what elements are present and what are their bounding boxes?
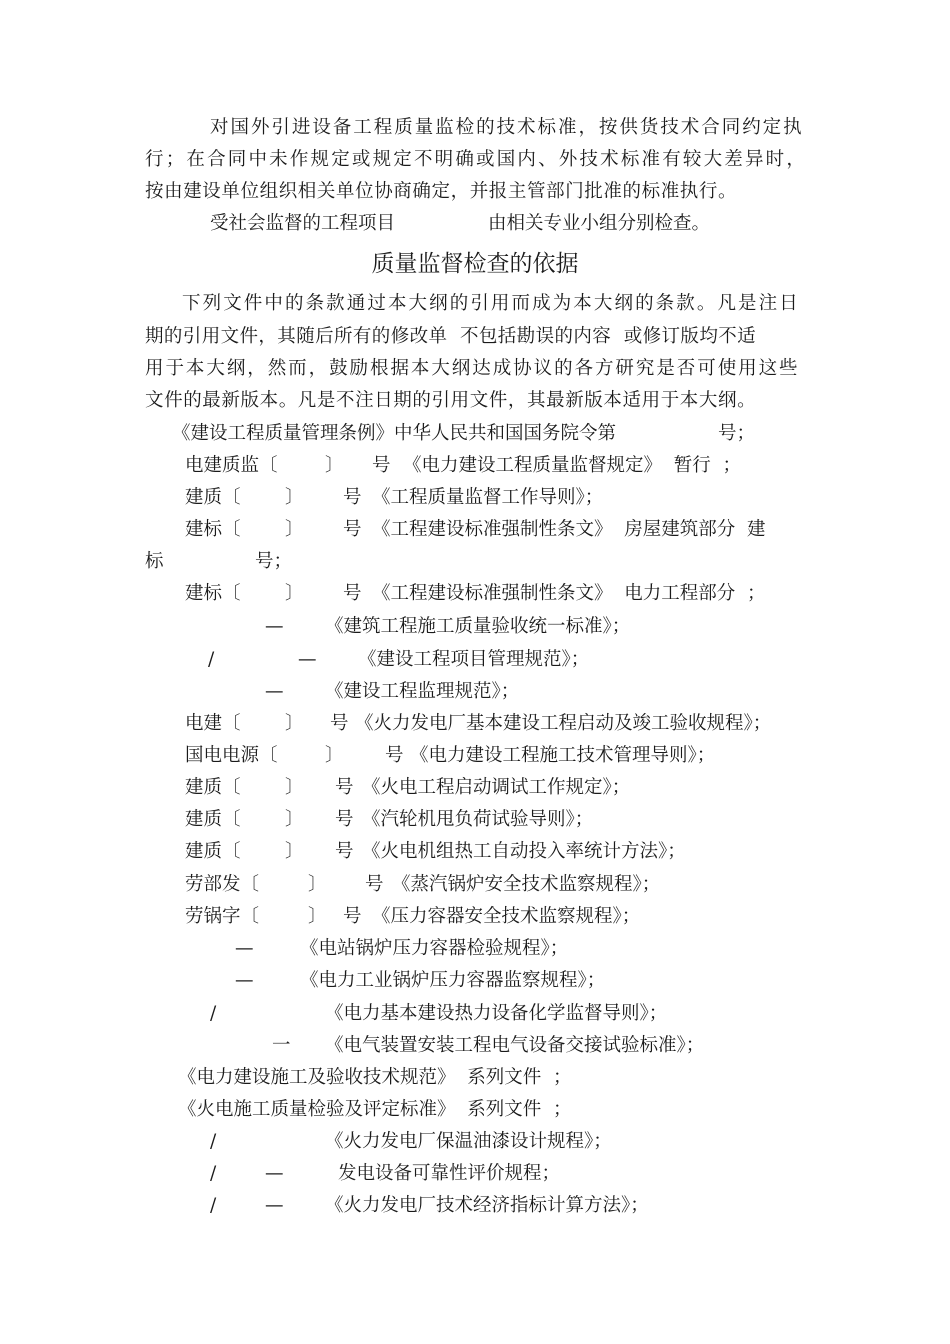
ref-23-dash: —: [265, 1163, 284, 1184]
ref-18-title: 《电力基本建设热力设备化学监督导则》；: [325, 1003, 668, 1024]
ref-12-title: 《汽轮机甩负荷试验导则》；: [362, 809, 594, 830]
ref-1-title: 《建设工程质量管理条例》中华人民共和国国务院令第: [172, 423, 617, 444]
ref-4-code: 建标〔: [185, 519, 241, 540]
ref-13-code: 建质〔: [185, 841, 241, 862]
ref-17-dash: —: [235, 970, 254, 991]
ref-5-bracket: 〕: [285, 583, 304, 604]
ref-16-dash: —: [235, 938, 254, 959]
ref-9-code: 电建〔: [185, 713, 241, 734]
ref-16-title: 《电站锅炉压力容器检验规程》；: [300, 938, 569, 959]
para-line-2: 期的引用文件，其随后所有的修改单 不包括勘误的内容 或修订版均不适: [145, 326, 757, 347]
ref-4-cont-number: 号；: [255, 551, 293, 572]
ref-24-title: 《火力发电厂技术经济指标计算方法》；: [325, 1195, 649, 1216]
ref-7-title: 《建设工程项目管理规范》；: [358, 649, 590, 670]
ref-4-title: 《工程建设标准强制性条文》 房屋建筑部分 建: [372, 519, 766, 540]
ref-22-slash: /: [210, 1131, 217, 1152]
ref-10-bracket: 〕: [325, 745, 344, 766]
ref-11-bracket: 〕: [285, 777, 304, 798]
ref-6-dash: —: [265, 616, 284, 637]
ref-2-code: 电建质监〔: [185, 455, 278, 476]
ref-2-title: 《电力建设工程质量监督规定》 暂行 ；: [403, 455, 742, 476]
ref-14-bracket: 〕: [308, 874, 327, 895]
ref-9-hao: 号: [330, 713, 349, 734]
intro-line-3: 按由建设单位组织相关单位协商确定，并报主管部门批准的标准执行。: [145, 181, 738, 202]
ref-1-number: 号；: [718, 423, 756, 444]
ref-7-dash: —: [298, 649, 317, 670]
ref-11-title: 《火电工程启动调试工作规定》；: [362, 777, 631, 798]
ref-23-title: 发电设备可靠性评价规程；: [338, 1163, 561, 1184]
ref-24-slash: /: [210, 1195, 217, 1216]
ref-2-hao: 号: [372, 455, 391, 476]
para-line-3: 用 于 本 大 纲 ， 然 而 ， 鼓 励 根 据 本 大 纲 达 成 协 议 的 各 方 研 究 是 否 可 使 用 这 些: [145, 358, 798, 379]
ref-12-hao: 号: [335, 809, 354, 830]
ref-11-code: 建质〔: [185, 777, 241, 798]
ref-14-hao: 号: [365, 874, 384, 895]
section-title: 质量监督检查的依据: [371, 251, 579, 277]
ref-9-bracket: 〕: [285, 713, 304, 734]
ref-4-hao: 号: [343, 519, 362, 540]
ref-12-code: 建质〔: [185, 809, 241, 830]
ref-3-title: 《工程质量监督工作导则》；: [372, 487, 604, 508]
ref-15-code: 劳锅字〔: [185, 906, 260, 927]
ref-8-title: 《建设工程监理规范》；: [325, 681, 520, 702]
ref-4-bracket: 〕: [285, 519, 304, 540]
ref-18-slash: /: [210, 1003, 217, 1024]
ref-23-slash: /: [210, 1163, 217, 1184]
intro-line-4-part-b: 由相关专业小组分别检查。: [488, 213, 711, 234]
ref-21-title: 《火电施工质量检验及评定标准》 系列文件 ；: [178, 1099, 572, 1120]
ref-3-bracket: 〕: [285, 487, 304, 508]
ref-7-slash: /: [208, 649, 215, 670]
ref-5-hao: 号: [343, 583, 362, 604]
intro-line-2: 行 ； 在 合 同 中 未 作 规 定 或 规 定 不 明 确 或 国 内 、 外 技 术 标 准 有 较 大 差 异 时 ，: [145, 149, 805, 170]
ref-10-hao: 号: [385, 745, 404, 766]
para-line-4: 文件的最新版本。凡是不注日期的引用文件，其最新版本适用于本大纲。: [145, 390, 757, 411]
ref-13-hao: 号: [335, 841, 354, 862]
ref-11-hao: 号: [335, 777, 354, 798]
ref-14-title: 《蒸汽锅炉安全技术监察规程》；: [392, 874, 661, 895]
ref-4-cont-code: 标: [145, 551, 164, 572]
ref-3-code: 建质〔: [185, 487, 241, 508]
ref-20-title: 《电力建设施工及验收技术规范》 系列文件 ；: [178, 1067, 572, 1088]
ref-10-code: 国电电源〔: [185, 745, 278, 766]
ref-8-dash: —: [265, 681, 284, 702]
ref-2-bracket: 〕: [325, 455, 344, 476]
ref-14-code: 劳部发〔: [185, 874, 260, 895]
para-line-1: 下 列 文 件 中 的 条 款 通 过 本 大 纲 的 引 用 而 成 为 本 大 纲 的 条 款 。 凡 是 注 日: [182, 293, 798, 314]
intro-line-1: 对 国 外 引 进 设 备 工 程 质 量 监 检 的 技 术 标 准 ， 按 供 货 技 术 合 同 约 定 执: [210, 117, 802, 138]
ref-13-title: 《火电机组热工自动投入率统计方法》；: [362, 841, 686, 862]
ref-6-title: 《建筑工程施工质量验收统一标准》；: [325, 616, 631, 637]
ref-9-title: 《火力发电厂基本建设工程启动及竣工验收规程》；: [355, 713, 772, 734]
ref-12-bracket: 〕: [285, 809, 304, 830]
ref-15-bracket: 〕: [308, 906, 327, 927]
ref-15-title: 《压力容器安全技术监察规程》；: [372, 906, 641, 927]
ref-5-title: 《工程建设标准强制性条文》 电力工程部分 ；: [372, 583, 766, 604]
ref-15-hao: 号: [343, 906, 362, 927]
intro-line-4-part-a: 受社会监督的工程项目: [210, 213, 396, 234]
ref-17-title: 《电力工业锅炉压力容器监察规程》；: [300, 970, 606, 991]
ref-3-hao: 号: [343, 487, 362, 508]
ref-5-code: 建标〔: [185, 583, 241, 604]
ref-22-title: 《火力发电厂保温油漆设计规程》；: [325, 1131, 612, 1152]
ref-13-bracket: 〕: [285, 841, 304, 862]
ref-19-dash: 一: [272, 1035, 291, 1056]
ref-10-title: 《电力建设工程施工技术管理导则》；: [410, 745, 716, 766]
ref-24-dash: —: [265, 1195, 284, 1216]
ref-19-title: 《电气装置安装工程电气设备交接试验标准》；: [325, 1035, 705, 1056]
